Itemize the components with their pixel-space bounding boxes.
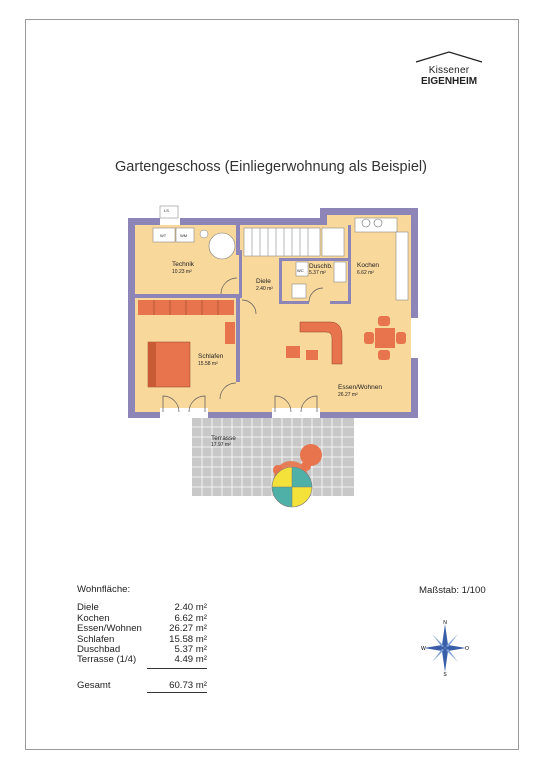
wc-label: WC — [297, 268, 304, 273]
compass-rose-icon — [420, 620, 470, 676]
compass-o: O — [465, 646, 469, 652]
sum-divider — [147, 668, 207, 669]
technik-label: Technik — [172, 261, 195, 268]
area-row-value: 2.40 m² — [174, 602, 207, 614]
scale-label: Maßstab: 1/100 — [419, 585, 486, 596]
schlafen-area: 15.58 m² — [198, 361, 218, 367]
staircase — [244, 228, 344, 256]
ls-label: LS — [164, 208, 169, 213]
area-row-label: Schlafen — [77, 633, 115, 645]
area-row-label: Kochen — [77, 612, 110, 624]
terrasse-label: Terrasse — [211, 435, 236, 442]
area-row-label: Terrasse (1/4) — [77, 654, 137, 666]
area-row-label: Diele — [77, 602, 99, 614]
diele-label: Diele — [256, 278, 271, 285]
schlafen-label: Schlafen — [198, 353, 224, 360]
kochen-area: 6.62 m² — [357, 270, 374, 276]
duschbad-label: Duschb. — [309, 263, 333, 270]
duschbad-area: 5.37 m² — [309, 270, 326, 276]
terrasse-area: 17.97 m² — [211, 442, 231, 448]
area-row-value: 5.37 m² — [174, 644, 207, 656]
compass-n: N — [443, 620, 447, 626]
logo-line-1: Kissener — [428, 65, 470, 76]
area-heading: Wohnfläche: — [77, 584, 131, 595]
area-row-value: 15.58 m² — [169, 633, 207, 645]
area-row-value: 26.27 m² — [169, 623, 207, 635]
kochen-label: Kochen — [357, 262, 380, 269]
total-underline — [147, 692, 207, 693]
total-value: 60.73 m² — [169, 679, 207, 691]
area-summary — [77, 585, 207, 693]
area-row — [77, 655, 207, 665]
essen-wohnen-label: Essen/Wohnen — [338, 384, 382, 391]
area-row-label: Essen/Wohnen — [77, 623, 142, 635]
wm-label: WM — [180, 233, 188, 238]
page-title: Gartengeschoss (Einliegerwohnung als Beispiel) — [115, 159, 427, 175]
area-row-label: Duschbad — [77, 644, 121, 656]
diele-area: 2.40 m² — [256, 286, 273, 292]
compass-s: S — [443, 672, 447, 676]
logo-line-2: EIGENHEIM — [420, 76, 478, 87]
essen-wohnen-area: 26.27 m² — [338, 392, 358, 398]
compass-w: W — [421, 646, 426, 652]
total-label: Gesamt — [77, 679, 111, 691]
area-row-value: 4.49 m² — [174, 654, 207, 666]
technik-area: 10.23 m² — [172, 269, 192, 275]
wt-label: WT — [160, 233, 167, 238]
area-row-value: 6.62 m² — [174, 612, 207, 624]
area-total — [77, 681, 207, 691]
